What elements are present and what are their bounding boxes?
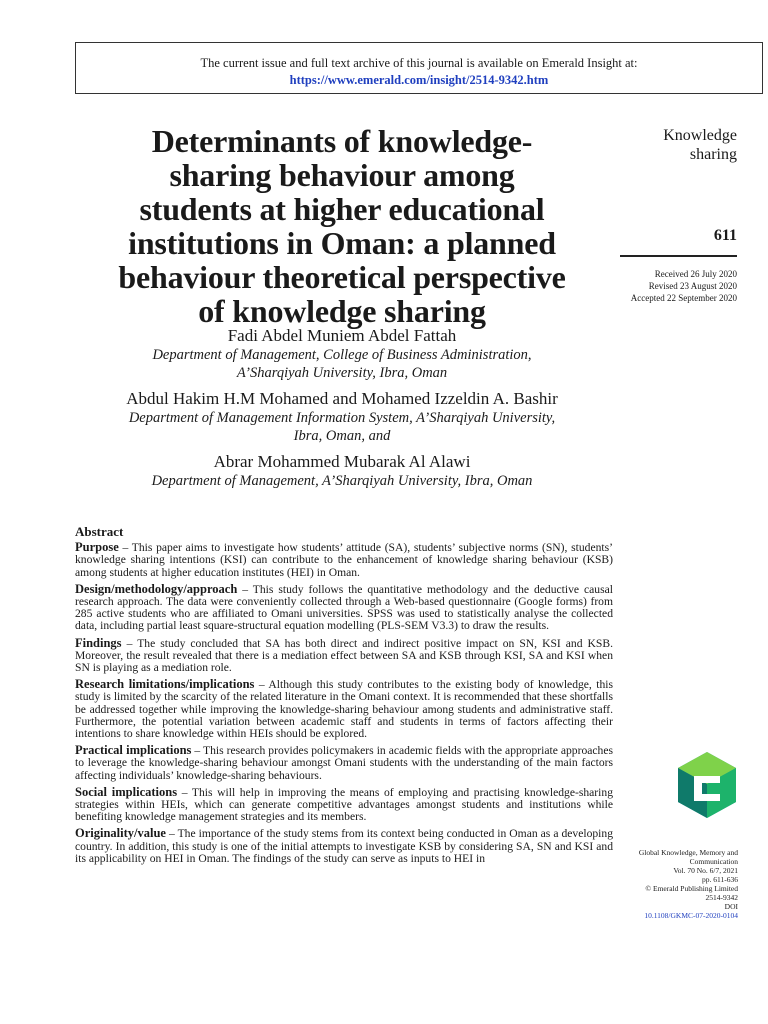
side-divider [620, 255, 737, 257]
journal-archive-notice [75, 42, 763, 94]
affiliation-line: A’Sharqiyah University, Ibra, Oman [236, 365, 448, 381]
received-date: Received 26 July 2020 [654, 269, 737, 279]
journal-url-link[interactable]: https://www.emerald.com/insight/2514-9342.htm [289, 73, 549, 87]
abstract-section [75, 827, 613, 865]
affiliation-line: Department of Management Information System, A’Sharqiyah University, [128, 410, 556, 426]
running-title-line: sharing [689, 146, 737, 163]
abstract-section [75, 541, 613, 579]
abstract-section [75, 744, 613, 782]
author-name: Abdul Hakim H.M Mohamed and Mohamed Izzeldin A. Bashir [126, 389, 558, 408]
journal-volume: Vol. 70 No. 6/7, 2021 [673, 866, 738, 875]
section-text: – The importance of the study stems from its context being conducted in Oman as a developing country. In addition, this study is one of the initial attempts to investigate KSB by considering SA, SN and KSI and its applicability on HEI in Oman. The findings of the study can serve as inputs to HEI in [75, 827, 613, 865]
abstract-section [75, 583, 613, 633]
journal-issn: 2514-9342 [705, 893, 738, 902]
journal-name: Communication [689, 857, 738, 866]
section-text: – This will help in improving the means of employing and practising knowledge-sharing strategies within HEIs, which can generate competitive advantages amongst students and institutions while benefiting knowledge management strategies and its members. [75, 785, 613, 824]
emerald-logo-icon [676, 750, 738, 820]
affiliation-line: Department of Management, A’Sharqiyah University, Ibra, Oman [151, 473, 533, 489]
journal-name: Global Knowledge, Memory and [638, 848, 738, 857]
title-line: students at higher educational [139, 191, 545, 227]
history-dates [600, 268, 737, 304]
title-line: Determinants of knowledge- [151, 123, 533, 159]
abstract-section [75, 637, 613, 675]
page-number: 611 [713, 227, 737, 244]
author-name: Fadi Abdel Muniem Abdel Fattah [227, 326, 457, 345]
affiliation-line: Ibra, Oman, and [293, 428, 391, 444]
section-text: – The study concluded that SA has both direct and indirect positive impact on SN, KSI and KSB. Moreover, the result revealed that there is a mediation effect between SA and KSB through KSI, SA and KSI when SN is playing as a mediation role. [75, 636, 613, 675]
section-label: Design/methodology/approach [75, 581, 238, 596]
journal-publisher: © Emerald Publishing Limited [645, 884, 738, 893]
running-title-line: Knowledge [663, 127, 737, 144]
section-text: – This research provides policymakers in academic fields with the appropriate approaches to leverage the knowledge-sharing behaviour amongst Omani students with the understanding of the main factors affecting individuals’ knowledge-sharing behaviours. [75, 744, 614, 782]
revised-date: Revised 23 August 2020 [648, 281, 737, 291]
section-text: – Although this study contributes to the existing body of knowledge, this study is limited by the scarcity of the related literature in the Omani context. It is recommended that these shortfalls be addressed together while improving the knowledge-sharing behaviour among students and administrative staff. Furthermore, the potential variation between academic staff and students in terms of factors affecting their intentions to share knowledge within HEIs should be explored. [75, 678, 613, 741]
journal-doi [600, 902, 738, 920]
notice-text: The current issue and full text archive of this journal is available on Emerald Insight at: [200, 56, 638, 70]
author-block [72, 325, 612, 490]
paper-title [72, 124, 612, 328]
section-label: Originality/value [75, 826, 166, 841]
section-label: Practical implications [75, 743, 192, 758]
title-line: sharing behaviour among [169, 157, 515, 193]
title-line: of knowledge sharing [198, 293, 486, 329]
section-label: Social implications [75, 784, 178, 799]
author-name: Abrar Mohammed Mubarak Al Alawi [213, 452, 471, 471]
journal-info [600, 848, 738, 920]
section-text: – This paper aims to investigate how students’ attitude (SA), students’ subjective norms (SN), students’ knowledge sharing intentions (KSI) can contribute to the enhancement of knowledge sharing behaviour (KSB) among students at higher education institutes (HEI) in Oman. [75, 541, 613, 579]
author-affiliation [72, 346, 612, 382]
running-title [620, 126, 737, 164]
author-affiliation [72, 409, 612, 445]
title-line: behaviour theoretical perspective [118, 259, 566, 295]
doi-link[interactable]: 10.1108/GKMC-07-2020-0104 [644, 911, 738, 920]
section-label: Findings [75, 635, 122, 650]
section-text: – This study follows the quantitative methodology and the deductive causal research approach. The data were conveniently collected through a Web-based questionnaire (Google forms) from 285 active students who are affiliated to Omani universities. SPSS was used to statistically analyse the collected data, including partial least square-structural equation modelling (PLS-SEM V3.3) to draw the results. [75, 582, 613, 633]
abstract-section [75, 678, 613, 740]
journal-pages: pp. 611-636 [702, 875, 738, 884]
abstract [75, 526, 613, 869]
author-affiliation [72, 472, 612, 490]
section-label: Purpose [75, 540, 119, 555]
doi-prefix: DOI [724, 902, 738, 911]
affiliation-line: Department of Management, College of Business Administration, [152, 347, 532, 363]
section-label: Research limitations/implications [75, 677, 255, 692]
abstract-heading: Abstract [75, 524, 124, 539]
title-line: institutions in Oman: a planned [128, 225, 556, 261]
accepted-date: Accepted 22 September 2020 [630, 293, 737, 303]
abstract-section [75, 786, 613, 824]
